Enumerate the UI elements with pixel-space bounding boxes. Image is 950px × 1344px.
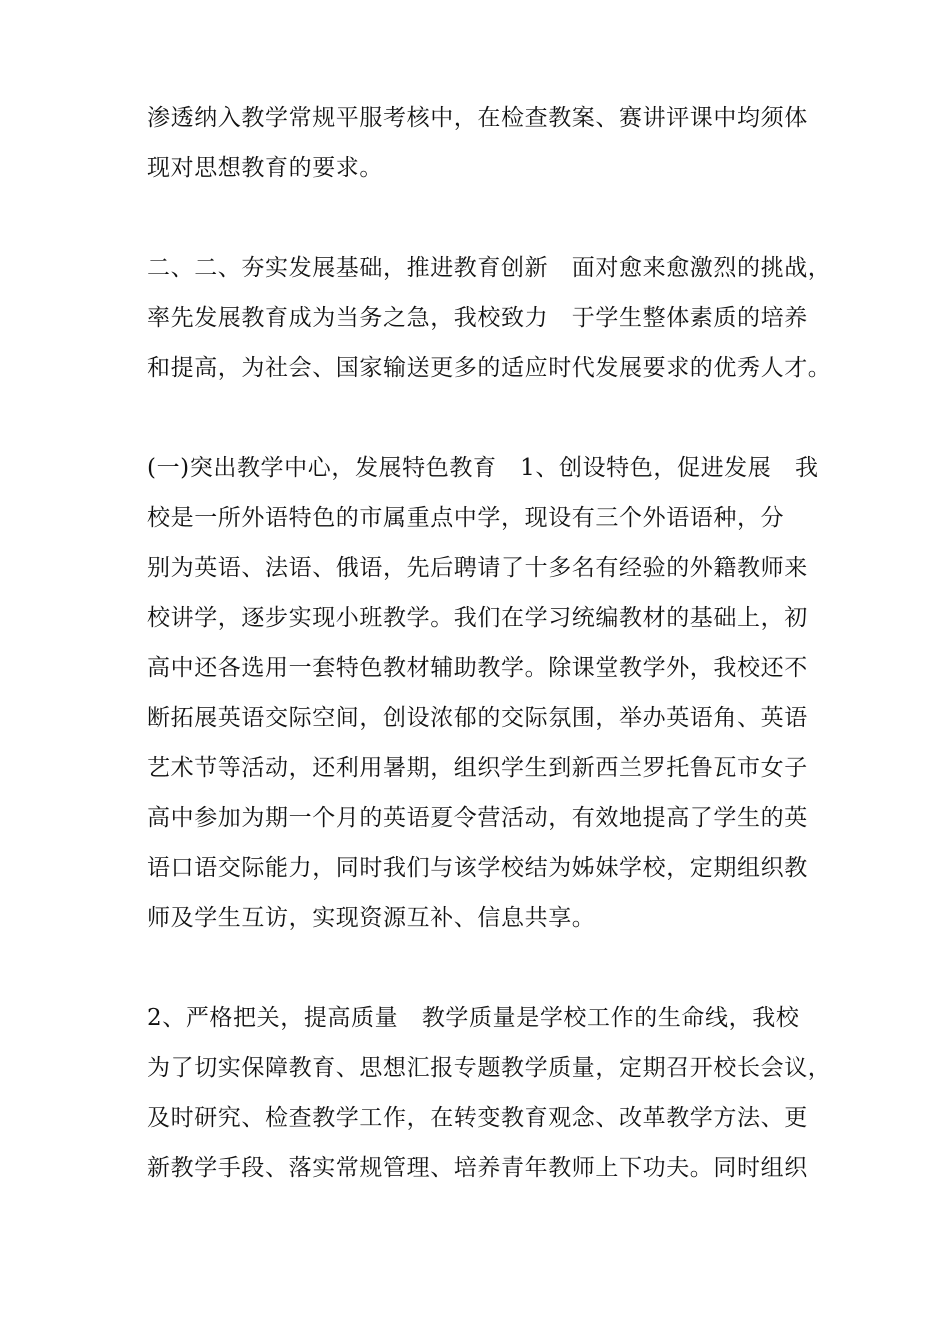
text-line: 艺术节等活动，还利用暑期，组织学生到新西兰罗托鲁瓦市女子 [147, 755, 808, 781]
text-line: 2、严格把关，提高质量 教学质量是学校工作的生命线，我校 [147, 1005, 800, 1031]
text-line: 高中参加为期一个月的英语夏令营活动，有效地提高了学生的英 [147, 805, 808, 831]
text-line: 新教学手段、落实常规管理、培养青年教师上下功夫。同时组织 [147, 1155, 808, 1181]
text-line: 为了切实保障教育、思想汇报专题教学质量，定期召开校长会议， [147, 1055, 832, 1081]
text-line: 别为英语、法语、俄语，先后聘请了十多名有经验的外籍教师来 [147, 555, 808, 581]
text-line: 师及学生互访，实现资源互补、信息共享。 [147, 905, 596, 931]
text-line: 和提高，为社会、国家输送更多的适应时代发展要求的优秀人才。 [147, 355, 832, 381]
text-line: 校是一所外语特色的市属重点中学，现设有三个外语语种，分 [147, 505, 785, 531]
text-line: 校讲学，逐步实现小班教学。我们在学习统编教材的基础上，初 [147, 605, 808, 631]
text-line: 率先发展教育成为当务之急，我校致力 于学生整体素质的培养 [147, 305, 808, 331]
text-line: 高中还各选用一套特色教材辅助教学。除课堂教学外，我校还不 [147, 655, 808, 681]
text-line: 二、二、夯实发展基础，推进教育创新 面对愈来愈激烈的挑战， [147, 255, 832, 281]
text-line: 及时研究、检查教学工作，在转变教育观念、改革教学方法、更 [147, 1105, 808, 1131]
text-line: 渗透纳入教学常规平服考核中，在检查教案、赛讲评课中均须体 [147, 105, 808, 131]
text-line: 语口语交际能力，同时我们与该学校结为姊妹学校，定期组织教 [147, 855, 808, 881]
text-line: 现对思想教育的要求。 [147, 155, 383, 181]
text-line: (一)突出教学中心，发展特色教育 1、创设特色，促进发展 我 [147, 455, 819, 481]
text-line: 断拓展英语交际空间，创设浓郁的交际氛围，举办英语角、英语 [147, 705, 808, 731]
